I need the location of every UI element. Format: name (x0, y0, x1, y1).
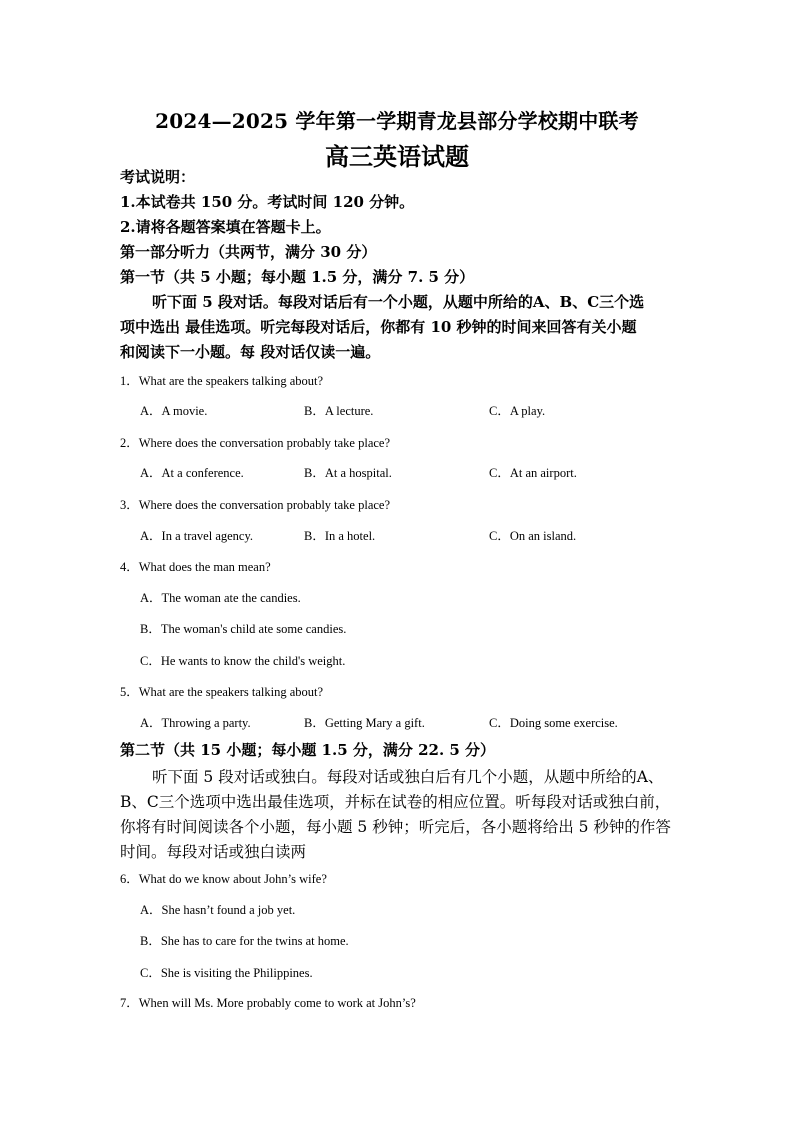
exam-subtitle: 高三英语试题 (325, 142, 469, 171)
question-4-option-b: B．The woman's child ate some candies. (140, 622, 347, 636)
section2-directions-line-2: B、C三个选项中选出最佳选项，并标在试卷的相应位置。听每段对话或独白前， (120, 793, 671, 811)
question-1-option-c: C．A play. (489, 404, 546, 418)
instruction-item-1: 1.本试卷共 150 分。考试时间 120 分钟。 (120, 193, 415, 211)
question-1-stem: 1．What are the speakers talking about? (120, 374, 324, 388)
question-2-option-c: C．At an airport. (489, 466, 577, 480)
question-3-option-b: B．In a hotel. (304, 529, 376, 543)
part1-title: 第一部分听力（共两节，满分 30 分） (120, 243, 377, 261)
question-4-stem: 4．What does the man mean? (120, 560, 271, 574)
question-6-option-b: B．She has to care for the twins at home. (140, 934, 349, 948)
question-4-option-c: C．He wants to know the child's weight. (140, 654, 346, 668)
instruction-item-2: 2.请将各题答案填在答题卡上。 (120, 218, 331, 236)
exam-title: 2024—2025 学年第一学期青龙县部分学校期中联考 (155, 109, 639, 133)
question-2-option-b: B．At a hospital. (304, 466, 392, 480)
section2-directions-line-4: 时间。每段对话或独白读两 (120, 843, 307, 861)
question-7-stem: 7．When will Ms. More probably come to work at John’s? (120, 996, 416, 1010)
section1-directions-line-1: 听下面 5 段对话。每段对话后有一个小题，从题中所给的A、B、C三个选 (152, 293, 645, 311)
question-4-option-a: A．The woman ate the candies. (140, 591, 301, 605)
question-1-option-a: A．A movie. (140, 404, 208, 418)
section1-directions-line-3: 和阅读下一小题。每 段对话仅读一遍。 (120, 343, 381, 361)
question-6-stem: 6．What do we know about John’s wife? (120, 872, 327, 886)
section2-directions-line-1: 听下面 5 段对话或独白。每段对话或独白后有几个小题，从题中所给的A、 (152, 768, 664, 786)
question-3-stem: 3．Where does the conversation probably take place? (120, 498, 391, 512)
question-2-stem: 2．Where does the conversation probably take place? (120, 436, 391, 450)
question-3-option-c: C．On an island. (489, 529, 577, 543)
section1-title: 第一节（共 5 小题；每小题 1.5 分，满分 7. 5 分） (120, 268, 475, 286)
question-5-option-c: C．Doing some exercise. (489, 716, 618, 730)
question-5-option-a: A．Throwing a party. (140, 716, 251, 730)
section2-directions-line-3: 你将有时间阅读各个小题，每小题 5 秒钟；听完后，各小题将给出 5 秒钟的作答 (120, 818, 671, 836)
question-6-option-c: C．She is visiting the Philippines. (140, 966, 313, 980)
section1-directions-line-2: 项中选出 最佳选项。听完每段对话后，你都有 10 秒钟的时间来回答有关小题 (120, 318, 637, 336)
question-1-option-b: B．A lecture. (304, 404, 374, 418)
instructions-heading: 考试说明： (120, 168, 196, 186)
question-5-stem: 5．What are the speakers talking about? (120, 685, 324, 699)
section2-title: 第二节（共 15 小题；每小题 1.5 分，满分 22. 5 分） (120, 741, 496, 759)
question-3-option-a: A．In a travel agency. (140, 529, 254, 543)
question-2-option-a: A．At a conference. (140, 466, 244, 480)
question-5-option-b: B．Getting Mary a gift. (304, 716, 425, 730)
question-6-option-a: A．She hasn’t found a job yet. (140, 903, 296, 917)
